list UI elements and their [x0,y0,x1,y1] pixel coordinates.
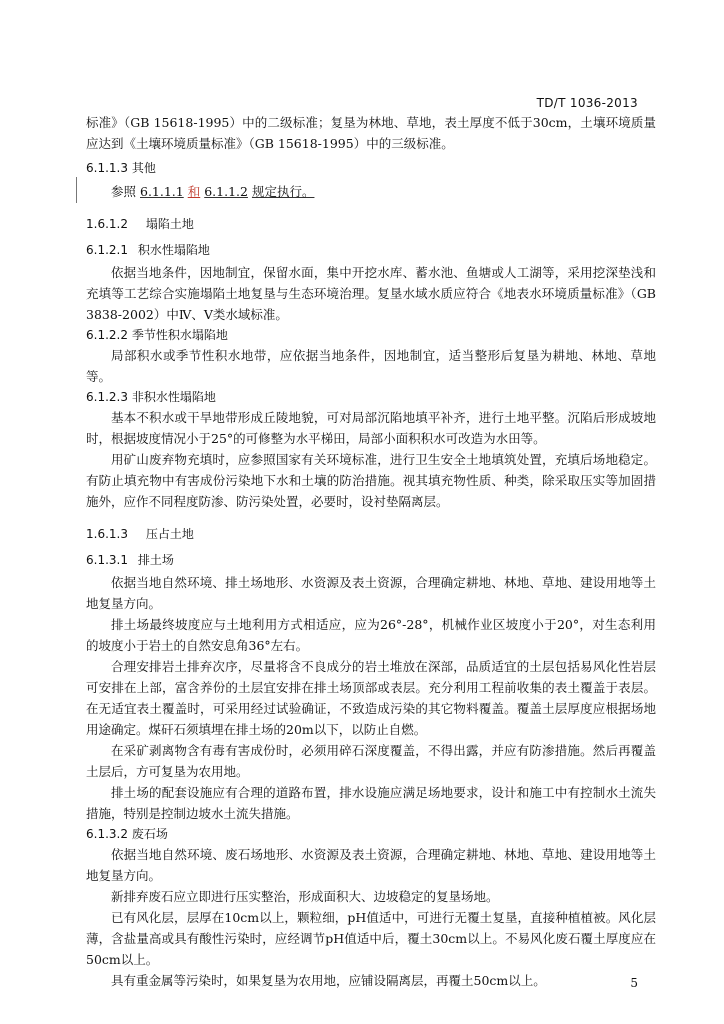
paragraph: 在采矿剥离物含有毒有害成份时，必须用碎石深度覆盖，不得出露，并应有防渗措施。然后再覆盖土层后，方可复垦为农用地。 [86,743,656,779]
paragraph: 排土场最终坡度应与土地利用方式相适应，应为26°-28°，机械作业区坡度小于20°，对生态利用的坡度小于岩土的自然安息角36°左右。 [86,617,656,653]
heading-title: 季节性积水塌陷地 [131,328,228,342]
paragraph: 排土场的配套设施应有合理的道路布置，排水设施应满足场地要求，设计和施工中有控制水土流失措施，特别是控制边坡水土流失措施。 [86,785,656,821]
heading-6-1-1-3 [86,158,656,178]
heading-title: 其他 [131,161,156,175]
paragraph: 已有风化层，层厚在10cm以上，颗粒细，pH值适中，可进行无覆土复垦，直接种植植被。风化层薄，含盐量高或具有酸性污染时，应经调节pH值适中后，覆土30cm以上。不易风化废石覆土厚度应在50cm以上。 [86,910,656,967]
heading-number: 6.1.1.3 [86,161,128,175]
paragraph: 具有重金属等污染时，如果复垦为农用地，应铺设隔离层，再覆土50cm以上。 [111,973,546,988]
paragraph: 依据当地条件，因地制宜，保留水面，集中开挖水库、蓄水池、鱼塘或人工湖等，采用挖深垫浅和充填等工艺综合实施塌陷土地复垦与生态环境治理。复垦水域水质应符合《地表水环境质量标准》（GB 3838-2002）中Ⅳ、Ⅴ类水域标准。 [86,265,656,322]
page-number: 5 [630,976,638,990]
heading-6-1-2-1 [86,240,656,260]
heading-title: 废石场 [131,827,168,841]
continuation-paragraph: 标准》（GB 15618-1995）中的二级标准；复垦为林地、草地，表土厚度不低于30cm，土壤环境质量应达到《土壤环境质量标准》（GB 15618-1995）中的三级标准。 [86,115,656,151]
ref-clause-a: 6.1.1.1 [140,184,184,199]
heading-number: 6.1.2.1 [86,243,128,257]
ref-post: 规定执行。 [251,184,315,199]
heading-6-1-3-2 [86,824,656,844]
page-content [86,112,656,991]
paragraph: 合理安排岩土排弃次序，尽量将含不良成分的岩土堆放在深部，品质适宜的土层包括易风化性岩层可安排在上部，富含养份的土层宜安排在排土场顶部或表层。充分利用工程前收集的表土覆盖于表层。在无适宜表土覆盖时，可采用经过试验确证，不致造成污染的其它物料覆盖。覆盖土层厚度应根据场地用途确定。煤矸石须填埋在排土场的20m以下，以防止自燃。 [86,659,656,737]
ref-pre: 参照 [111,184,137,199]
paragraph: 依据当地自然环境、废石场地形、水资源及表土资源，合理确定耕地、林地、草地、建设用地等土地复垦方向。 [86,847,656,883]
heading-number: 1.6.1.3 [86,527,128,541]
heading-title: 积水性塌陷地 [137,243,210,257]
heading-1-6-1-2 [86,214,656,234]
paragraph: 基本不积水或干旱地带形成丘陵地貌，可对局部沉陷地填平补齐，进行土地平整。沉陷后形成坡地时，根据坡度情况小于25°的可修整为水平梯田，局部小面积积水可改造为水田等。 [86,410,656,446]
ref-clause-b: 6.1.1.2 [204,184,248,199]
heading-title: 排土场 [137,553,174,567]
paragraph: 局部积水或季节性积水地带，应依据当地条件，因地制宜，适当整形后复垦为耕地、林地、草地等。 [86,348,656,384]
paragraph: 依据当地自然环境、排土场地形、水资源及表土资源，合理确定耕地、林地、草地、建设用地等土地复垦方向。 [86,575,656,611]
heading-6-1-3-1 [86,550,656,570]
heading-title: 非积水性塌陷地 [131,390,216,404]
standard-code: TD/T 1036-2013 [536,96,638,110]
heading-number: 6.1.3.1 [86,553,128,567]
reference-paragraph [86,181,656,202]
revision-change-bar [76,177,77,203]
heading-1-6-1-3 [86,524,656,544]
heading-6-1-2-3 [86,387,656,407]
ref-inserted-word: 和 [187,184,201,199]
heading-number: 6.1.2.3 [86,390,128,404]
heading-title: 压占土地 [145,527,194,541]
heading-title: 塌陷土地 [145,217,194,231]
heading-number: 6.1.3.2 [86,827,128,841]
heading-6-1-2-2 [86,325,656,345]
heading-number: 1.6.1.2 [86,217,128,231]
paragraph: 新排弃废石应立即进行压实整治，形成面积大、边坡稳定的复垦场地。 [111,889,499,904]
paragraph: 用矿山废弃物充填时，应参照国家有关环境标准，进行卫生安全土地填筑处置，充填后场地稳定。有防止填充物中有害成份污染地下水和土壤的防治措施。视其填充物性质、种类，除采取压实等加固措施外，应作不同程度防渗、防污染处置，必要时，设衬垫隔离层。 [86,452,656,509]
heading-number: 6.1.2.2 [86,328,128,342]
